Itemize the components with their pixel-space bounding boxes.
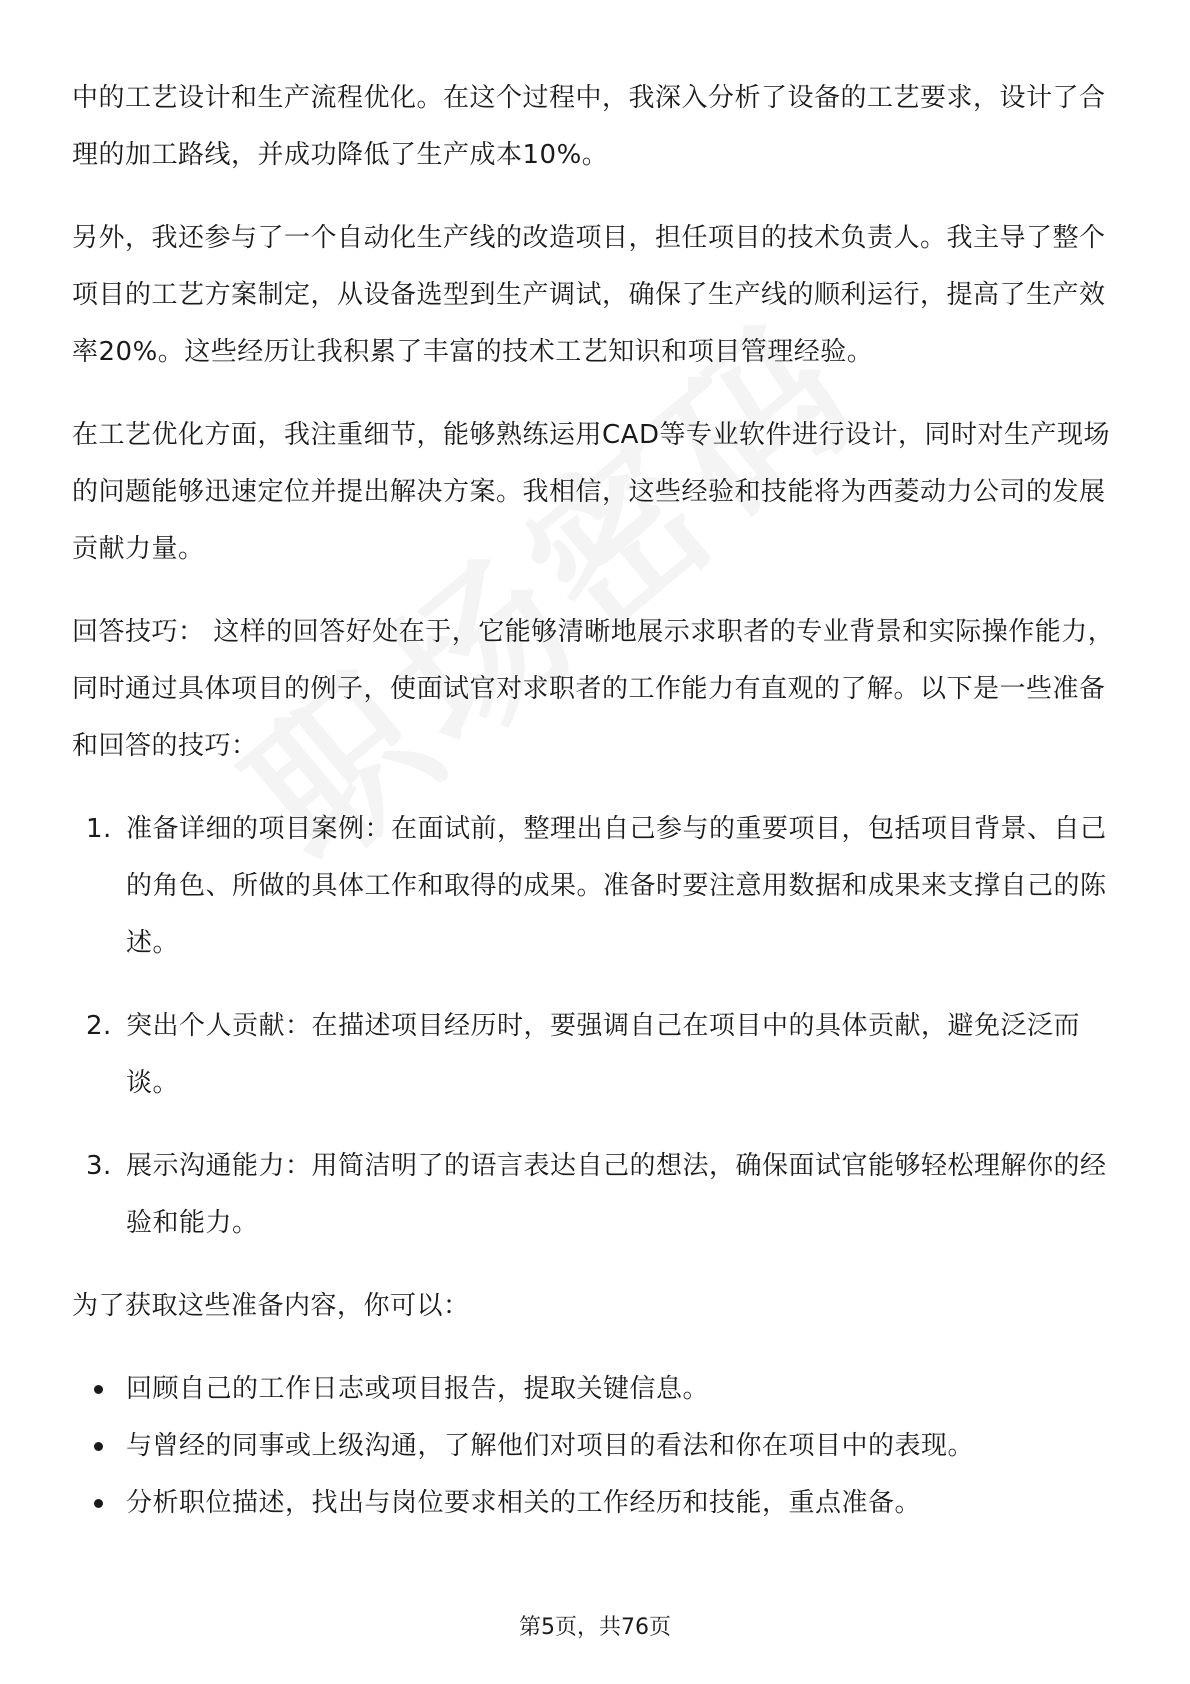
numbered-list [72,801,1118,1252]
list-number: 1. [86,814,112,844]
list-item [72,1138,1118,1252]
bullets-intro: 为了获取这些准备内容，你可以： [72,1291,470,1321]
bullet-dot-icon [94,1385,103,1394]
paragraph-answer-tips: 回答技巧： 这样的回答好处在于，它能够清晰地展示求职者的专业背景和实际操作能力，同时通过具体项目的例子，使面试官对求职者的工作能力有直观的了解。以下是一些准备和回答的技巧： [72,617,1115,761]
bullet-text: 与曾经的同事或上级沟通，了解他们对项目的看法和你在项目中的表现。 [126,1431,975,1461]
bullet-dot-icon [94,1442,103,1451]
document-body [72,70,1118,1532]
list-item-text: 展示沟通能力：用简洁明了的语言表达自己的想法，确保面试官能够轻松理解你的经验和能力。 [126,1151,1107,1238]
paragraph-3: 在工艺优化方面，我注重细节，能够熟练运用CAD等专业软件进行设计，同时对生产现场的问题能够迅速定位并提出解决方案。我相信，这些经验和技能将为西菱动力公司的发展贡献力量。 [72,420,1110,564]
paragraph-1: 中的工艺设计和生产流程优化。在这个过程中，我深入分析了设备的工艺要求，设计了合理的加工路线，并成功降低了生产成本10%。 [72,83,1106,170]
bullet-text: 回顾自己的工作日志或项目报告，提取关键信息。 [126,1374,710,1404]
list-number: 3. [86,1151,112,1181]
list-item [72,801,1118,972]
bullet-item [72,1418,1118,1475]
page-number-footer: 第5页，共76页 [519,1615,671,1640]
bullet-list [72,1361,1118,1532]
bullet-text: 分析职位描述，找出与岗位要求相关的工作经历和技能，重点准备。 [126,1488,922,1518]
bullet-dot-icon [94,1499,103,1508]
list-number: 2. [86,1011,112,1041]
bullet-item [72,1361,1118,1418]
list-item-text: 突出个人贡献：在描述项目经历时，要强调自己在项目中的具体贡献，避免泛泛而谈。 [126,1011,1081,1098]
bullet-item [72,1475,1118,1532]
list-item-text: 准备详细的项目案例：在面试前，整理出自己参与的重要项目，包括项目背景、自己的角色、所做的具体工作和取得的成果。准备时要注意用数据和成果来支撑自己的陈述。 [126,814,1107,958]
paragraph-2: 另外，我还参与了一个自动化生产线的改造项目，担任项目的技术负责人。我主导了整个项目的工艺方案制定，从设备选型到生产调试，确保了生产线的顺利运行，提高了生产效率20%。这些经历让我积累了丰富的技术工艺知识和项目管理经验。 [72,223,1106,367]
list-item [72,998,1118,1112]
